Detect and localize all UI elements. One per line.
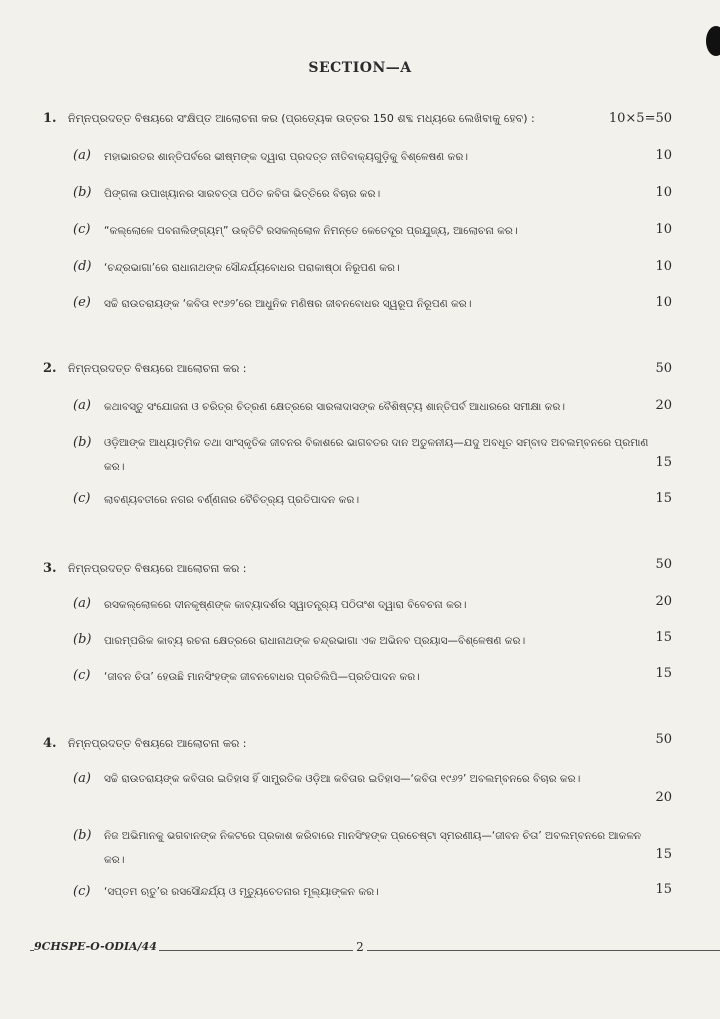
part-marks: 10: [655, 259, 672, 274]
part-marks: 10: [655, 222, 672, 237]
question-number: 1.: [43, 111, 57, 126]
part-text: କଥାବସ୍ତୁ ସଂଯୋଜନା ଓ ଚରିତ୍ର ଚିତ୍ରଣ କ୍ଷେତ୍ରରେ ସାରଳାଦାସଙ୍କ ବୈଶିଷ୍ଟ୍ୟ ଶାନ୍ତିପର୍ବ ଆଧାରରେ ସମୀକ୍ଷା କର।: [104, 401, 566, 413]
part-text: ମହାଭାରତର ଶାନ୍ତିପର୍ବରେ ଭୀଷ୍ମଙ୍କ ଦ୍ୱାରା ପ୍ରଦତ୍ତ ନୀତିବାକ୍ୟଗୁଡ଼ିକୁ ବିଶ୍ଳେଷଣ କର।: [104, 151, 469, 163]
question-text: ନିମ୍ନପ୍ରଦତ୍ତ ବିଷୟରେ ସଂକ୍ଷିପ୍ତ ଆଲୋଚନା କର (ପ୍ରତ୍ୟେକ ଉତ୍ତର 150 ଶବ୍ଦ ମଧ୍ୟରେ ଲେଖିବାକୁ ହେବ) :: [68, 112, 535, 125]
question-marks: 50: [655, 557, 672, 572]
part-marks: 15: [655, 491, 672, 506]
part-text: ସଚ୍ଚି ରାଉତରାୟଙ୍କ ‘କବିତା ୧୯୬୨’ରେ ଆଧୁନିକ ମଣିଷର ଜୀବନବୋଧର ସ୍ୱରୂପ ନିରୂପଣ କର।: [104, 298, 472, 310]
question-text: ନିମ୍ନପ୍ରଦତ୍ତ ବିଷୟରେ ଆଲୋଚନା କର :: [68, 562, 247, 575]
part-marks: 20: [655, 594, 672, 609]
part-text: ନିଜ ଅଭିମାନକୁ ଭଗବାନଙ୍କ ନିକଟରେ ପ୍ରକାଶ କରିବାରେ ମାନସିଂହଙ୍କ ପ୍ରଚେଷ୍ଟା ସ୍ମରଣୀୟ—‘ଜୀବନ ଚିତା’ ଅବଲମ୍ବନରେ ଆକଳନ କର।: [104, 830, 642, 866]
part-label: (d): [73, 259, 92, 274]
part-marks: 15: [655, 882, 672, 897]
part-label: (c): [73, 884, 91, 899]
paper-code: 9CHSPE-O-ODIA/44: [34, 940, 157, 953]
part-label: (b): [73, 828, 92, 843]
part-label: (c): [73, 491, 91, 506]
part-marks: 10: [655, 148, 672, 163]
part-marks: 10: [655, 295, 672, 310]
scan-edge-mark: [706, 26, 720, 56]
part-marks: 20: [655, 790, 672, 805]
part-text: ରସକଲ୍ଲୋଳରେ ଦୀନକୃଷ୍ଣଙ୍କ କାବ୍ୟାଦର୍ଶର ସ୍ୱାତନ୍ତ୍ର୍ୟ ପଠିତାଂଶ ଦ୍ୱାରା ବିବେଚନା କର।: [104, 599, 467, 611]
part-marks: 20: [655, 398, 672, 413]
part-text: “କଲ୍ଲୋଳେ ପବନାଲିଙ୍ଗ୍ୟମ୍” ଉକ୍ତିଟି ରସକଲ୍ଲୋଳ ନିମନ୍ତେ କେତେଦୂର ପ୍ରଯୁଜ୍ୟ, ଆଲୋଚନା କର।: [104, 225, 518, 237]
question-marks: 10×5=50: [608, 111, 672, 126]
part-text: ସଚ୍ଚି ରାଉତରାୟଙ୍କ କବିତାର ଇତିହାସ ହିଁ ସାମ୍ପ୍ରତିକ ଓଡ଼ିଆ କବିତାର ଇତିହାସ—‘କବିତା ୧୯୬୨’ ଅବଲମ୍ବନରେ ବିଚାର କର।: [104, 773, 581, 785]
question-number: 3.: [43, 561, 57, 576]
part-label: (a): [73, 596, 91, 611]
question-number: 2.: [43, 361, 57, 376]
section-title: SECTION—A: [308, 60, 412, 76]
part-marks: 15: [655, 455, 672, 470]
part-marks: 10: [655, 185, 672, 200]
part-label: (c): [73, 668, 91, 683]
part-label: (b): [73, 185, 92, 200]
question-number: 4.: [43, 736, 57, 751]
part-label: (a): [73, 148, 91, 163]
part-text: ପାରମ୍ପରିକ କାବ୍ୟ ରଚନା କ୍ଷେତ୍ରରେ ରାଧାନାଥଙ୍କ ଚନ୍ଦ୍ରଭାଗା ଏକ ଅଭିନବ ପ୍ରୟାସ—ବିଶ୍ଳେଷଣ କର।: [104, 635, 526, 647]
part-text: ପିଙ୍ଗଳା ଉପାଖ୍ୟାନର ସାରବତ୍ତା ପଠିତ କବିତା ଭିତ୍ତିରେ ବିଚାର କର।: [104, 188, 381, 200]
page-number: [0, 940, 720, 954]
part-label: (b): [73, 632, 92, 647]
part-text: ଓଡ଼ିଆଙ୍କ ଆଧ୍ୟାତ୍ମିକ ତଥା ସାଂସ୍କୃତିକ ଜୀବନର ବିକାଶରେ ଭାଗବତର ଦାନ ଅତୁଳନୀୟ—ଯଦୁ ଅବଧୂତ ସମ୍ବାଦ ଅବଲମ୍ବନରେ ପ୍ରମାଣ କର।: [104, 437, 649, 473]
part-text: ଲାବଣ୍ୟବତୀରେ ନଗର ବର୍ଣ୍ଣନାର ବୈଚିତ୍ର୍ୟ ପ୍ରତିପାଦନ କର।: [104, 494, 360, 506]
part-text: ‘ଚନ୍ଦ୍ରଭାଗା’ରେ ରାଧାନାଥଙ୍କ ସୌନ୍ଦର୍ଯ୍ୟବୋଧର ପରାକାଷ୍ଠା ନିରୂପଣ କର।: [104, 262, 400, 274]
part-label: (a): [73, 398, 91, 413]
part-label: (c): [73, 222, 91, 237]
part-marks: 15: [655, 847, 672, 862]
part-label: (a): [73, 771, 91, 786]
question-marks: 50: [655, 732, 672, 747]
question-text: ନିମ୍ନପ୍ରଦତ୍ତ ବିଷୟରେ ଆଲୋଚନା କର :: [68, 362, 247, 375]
part-marks: 15: [655, 666, 672, 681]
part-label: (b): [73, 435, 92, 450]
part-marks: 15: [655, 630, 672, 645]
part-text: ‘ଜୀବନ ଚିତା’ ହେଉଛି ମାନସିଂହଙ୍କ ଜୀବନବୋଧର ପ୍ରତିଲିପି—ପ୍ରତିପାଦନ କର।: [104, 671, 420, 683]
question-marks: 50: [655, 361, 672, 376]
page-number-text: 2: [353, 940, 367, 954]
question-text: ନିମ୍ନପ୍ରଦତ୍ତ ବିଷୟରେ ଆଲୋଚନା କର :: [68, 737, 247, 750]
part-label: (e): [73, 295, 91, 310]
part-text: ‘ସପ୍ତମ ଋତୁ’ର ରସସୌନ୍ଦର୍ଯ୍ୟ ଓ ମୃତ୍ୟୁଚେତନାର ମୂଲ୍ୟାଙ୍କନ କର।: [104, 886, 379, 898]
